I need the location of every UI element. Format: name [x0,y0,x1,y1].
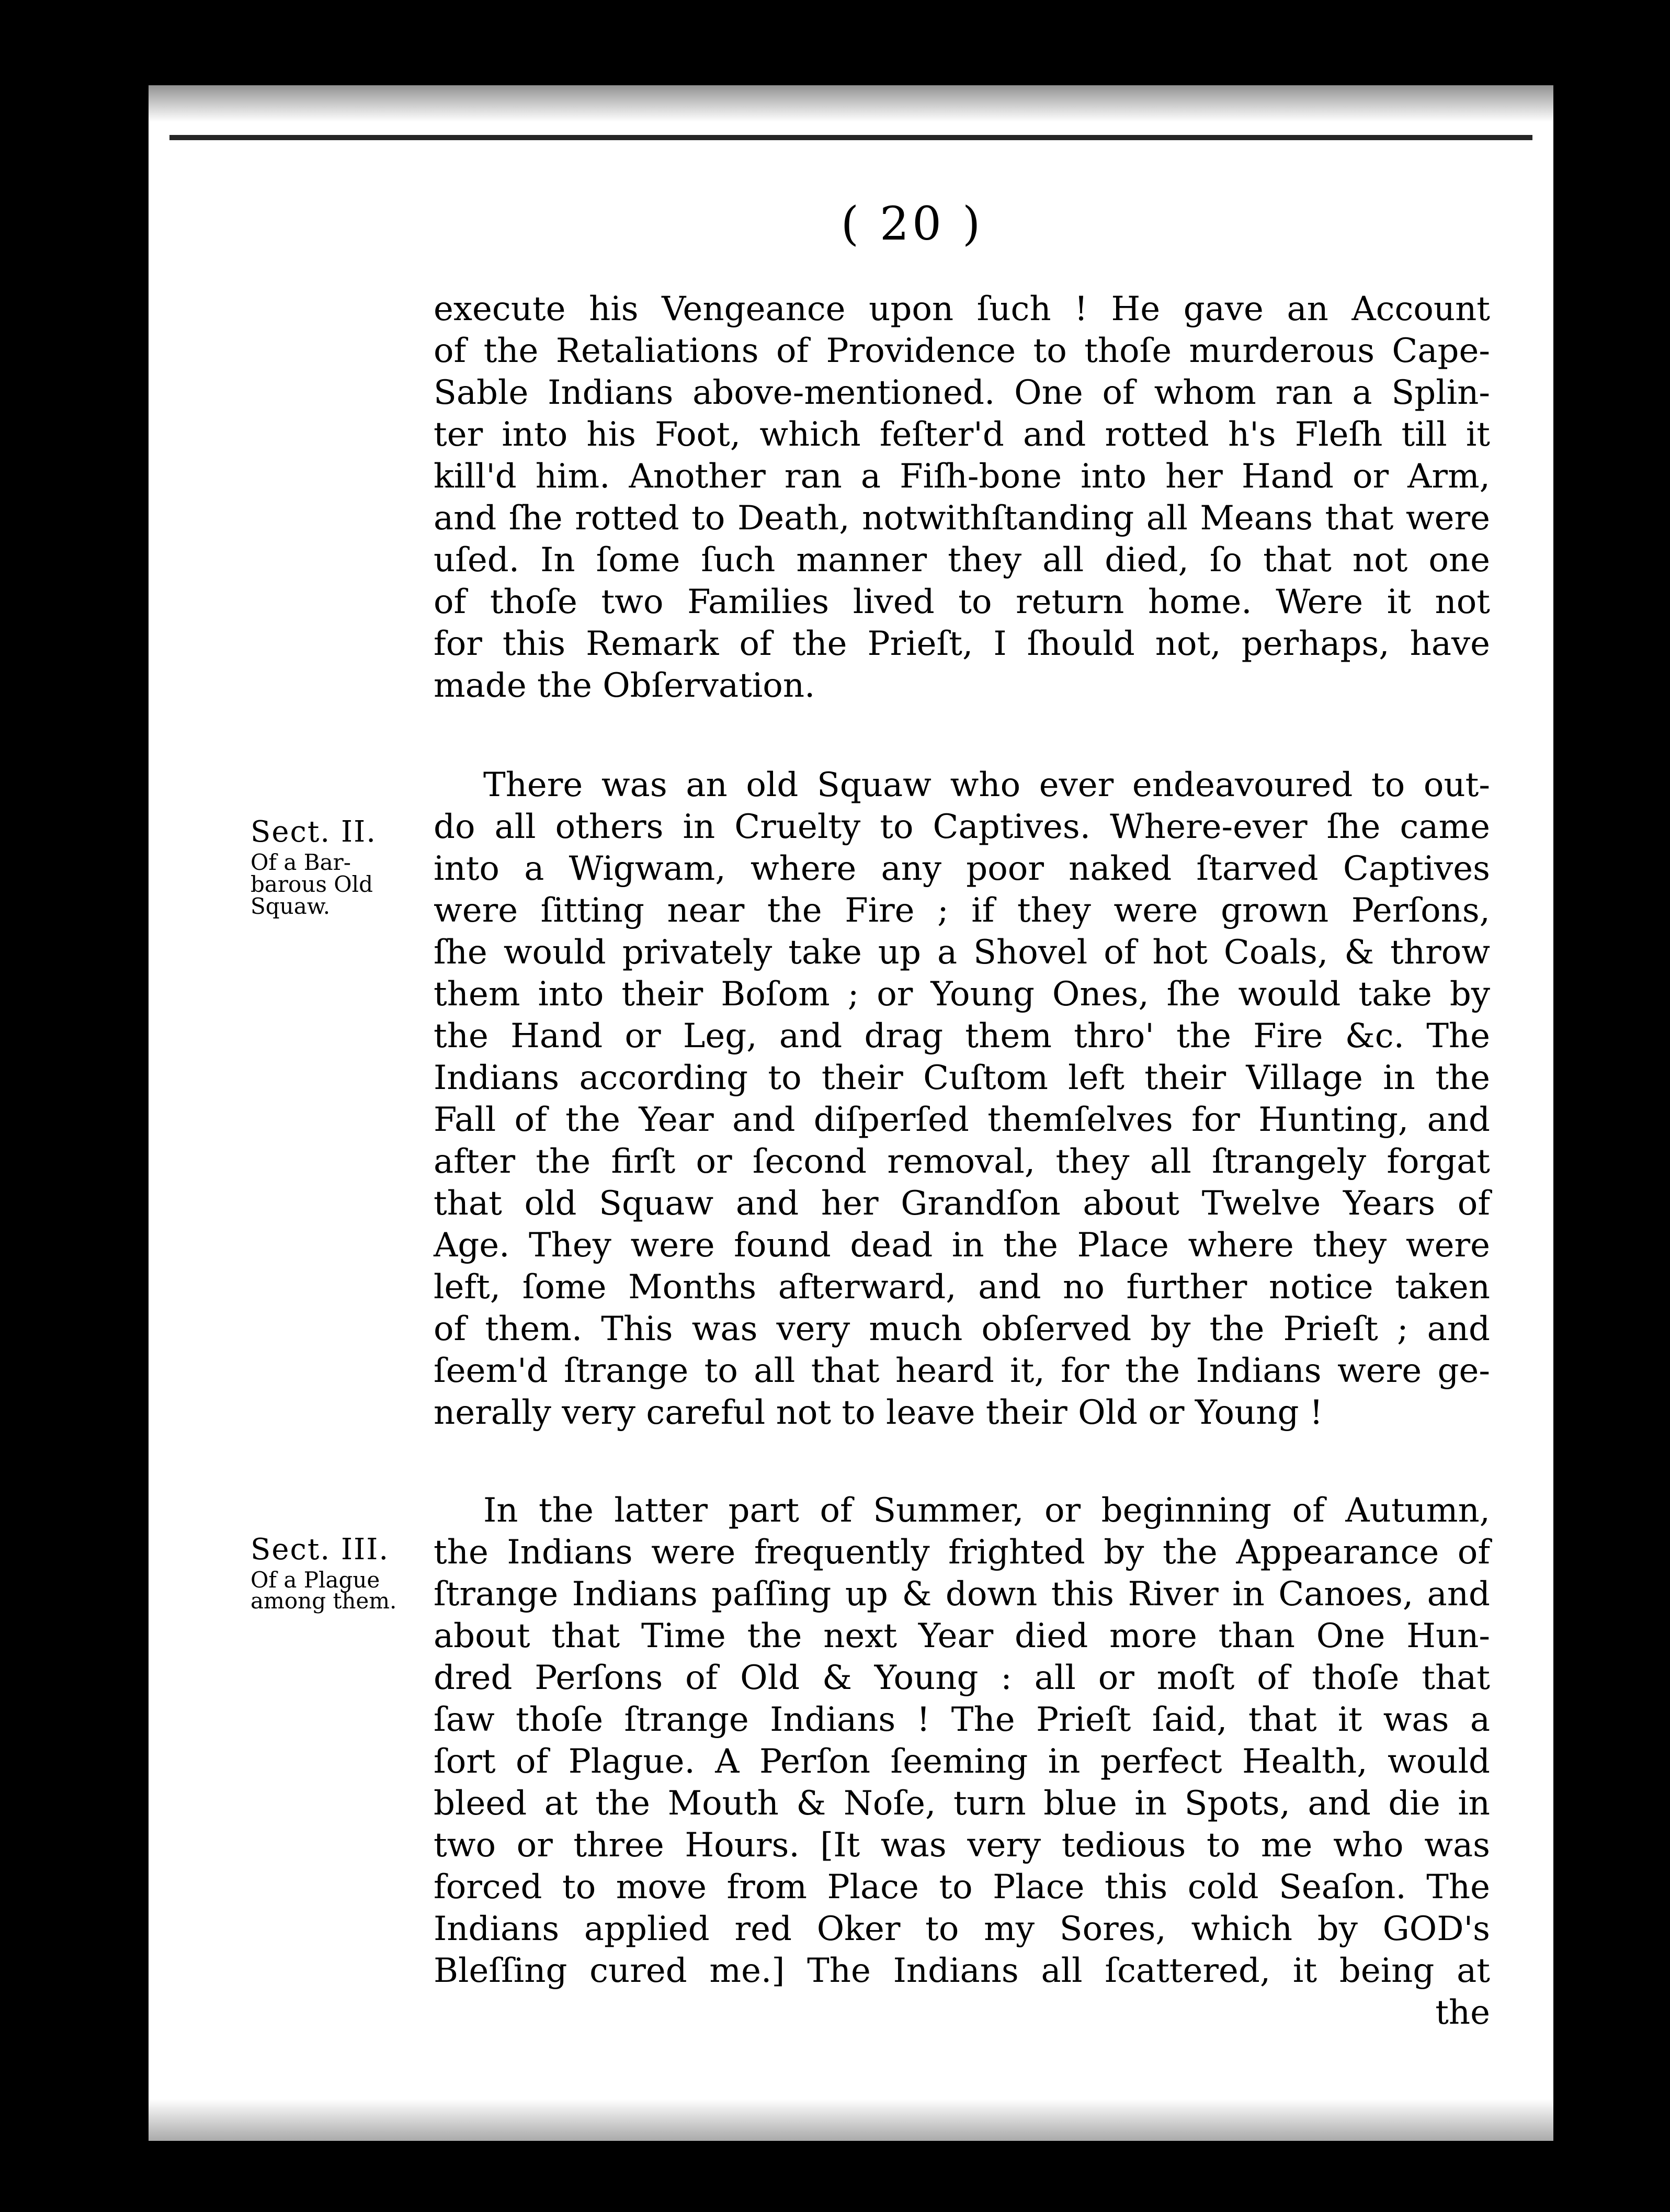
text-line: bleed at the Mouth & Noſe, turn blue in Spots, and die in [434,1784,1490,1823]
text-line: dred Perſons of Old & Young : all or moſt of thoſe that [434,1659,1490,1697]
text-line: about that Time the next Year died more than One Hun- [434,1617,1490,1655]
side-note-title: Sect. II. [251,815,377,849]
text-line: Age. They were found dead in the Place where they were [434,1226,1490,1265]
text-line: ſhe would privately take up a Shovel of hot Coals, & throw [434,933,1490,972]
text-line: execute his Vengeance upon ſuch ! He gave an Account [434,290,1490,328]
text-line: do all others in Cruelty to Captives. Where-ever ſhe came [434,808,1490,846]
scanned-page [149,85,1553,2141]
side-note-line: Of a Plague [251,1567,380,1593]
text-line: the Hand or Leg, and drag them thro' the Fire &c. The [434,1017,1490,1056]
side-note-line: Of a Bar- [251,849,351,875]
side-note-line: among them. [251,1588,397,1614]
text-line: and ſhe rotted to Death, notwithſtanding all Means that were [434,499,1490,538]
side-note-title: Sect. III. [251,1533,390,1567]
text-line: ſeem'd ſtrange to all that heard it, for the Indians were ge- [434,1352,1490,1390]
text-line: for this Remark of the Prieſt, I ſhould not, perhaps, have [434,625,1490,663]
text-line: ſort of Plague. A Perſon ſeeming in perfect Health, would [434,1742,1490,1781]
text-line: Bleſſing cured me.] The Indians all ſcattered, it being at [434,1952,1490,1990]
text-line: of them. This was very much obſerved by the Prieſt ; and [434,1310,1490,1348]
text-line: that old Squaw and her Grandſon about Twelve Years of [434,1184,1490,1223]
text-line: ter into his Foot, which feſter'd and rotted h's Fleſh till it [434,415,1490,454]
text-line: There was an old Squaw who ever endeavoured to out- [483,766,1490,804]
text-line: after the firſt or ſecond removal, they all ſtrangely forgat [434,1142,1490,1181]
text-line: of thoſe two Families lived to return home. Were it not [434,583,1490,621]
text-line: Fall of the Year and diſperſed themſelves for Hunting, and [434,1101,1490,1139]
text-line: made the Obſervation. [434,666,815,705]
page-number: ( 20 ) [840,197,984,251]
text-line: In the latter part of Summer, or beginning of Autumn, [483,1491,1490,1530]
text-line: nerally very careful not to leave their Old or Young ! [434,1393,1323,1432]
text-line: kill'd him. Another ran a Fiſh-bone into her Hand or Arm, [434,457,1490,496]
text-line: them into their Boſom ; or Young Ones, ſhe would take by [434,975,1490,1014]
catchword: the [1435,1993,1490,2032]
text-line: ſtrange Indians paſſing up & down this River in Canoes, and [434,1575,1490,1614]
text-line: were ſitting near the Fire ; if they were grown Perſons, [434,891,1490,930]
text-line: the Indians were frequently frighted by the Appearance of [434,1533,1490,1572]
header-rule [169,135,1532,140]
text-line: two or three Hours. [It was very tedious to me who was [434,1826,1490,1865]
text-line: Sable Indians above-mentioned. One of whom ran a Splin- [434,373,1490,412]
text-line: ſaw thoſe ſtrange Indians ! The Prieſt ſaid, that it was a [434,1700,1490,1739]
text-line: into a Wigwam, where any poor naked ſtarved Captives [434,849,1490,888]
text-line: Indians according to their Cuſtom left their Village in the [434,1059,1490,1097]
text-line: uſed. In ſome ſuch manner they all died, ſo that not one [434,541,1490,580]
text-line: of the Retaliations of Providence to thoſe murderous Cape- [434,332,1490,370]
side-note-line: Squaw. [251,893,331,919]
text-line: left, ſome Months afterward, and no further notice taken [434,1268,1490,1307]
text-line: forced to move from Place to Place this cold Seaſon. The [434,1868,1490,1907]
side-note-line: barous Old [251,871,373,897]
text-line: Indians applied red Oker to my Sores, which by GOD's [434,1910,1490,1948]
